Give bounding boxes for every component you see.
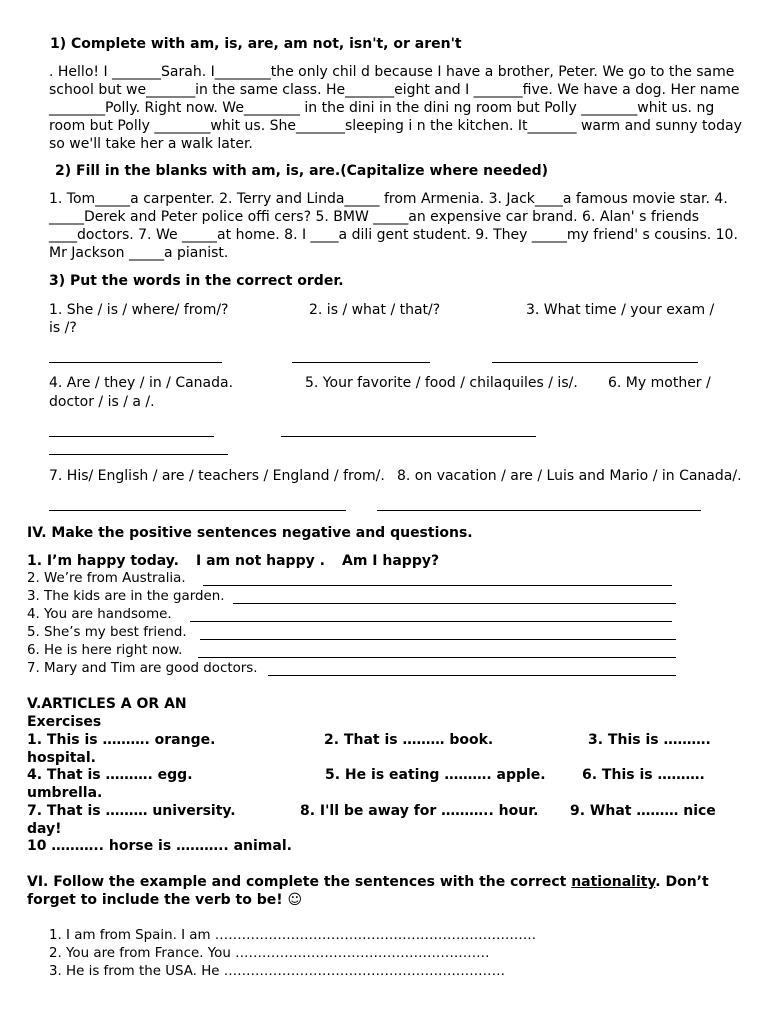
answer-line[interactable] xyxy=(200,639,676,640)
order-question-5: 5. Your favorite / food / chilaquiles / is/. xyxy=(305,375,578,391)
answer-line[interactable] xyxy=(203,585,672,586)
negative-item: 3. The kids are in the garden. xyxy=(27,589,225,604)
negative-item: 4. You are handsome. xyxy=(27,607,172,622)
article-item: 8. I'll be away for ……….. hour. xyxy=(300,803,539,819)
section-6-heading xyxy=(27,874,709,890)
section-1-line: so we'll take her a walk later. xyxy=(49,136,253,152)
order-question-7: 7. His/ English / are / teachers / England / from/. xyxy=(49,468,385,484)
section-1-heading: 1) Complete with am, is, are, am not, isn't, or aren't xyxy=(50,36,462,52)
article-item: 3. This is ………. xyxy=(588,732,711,748)
answer-line[interactable] xyxy=(190,621,672,622)
article-item: 4. That is ………. egg. xyxy=(27,767,193,783)
order-question-6-cont: doctor / is / a /. xyxy=(49,394,155,410)
order-question-2: 2. is / what / that/? xyxy=(309,302,441,318)
section-2-line: 1. Tom_____a carpenter. 2. Terry and Linda_____ from Armenia. 3. Jack____a famous movie star. 4. xyxy=(49,191,728,207)
article-item-cont: hospital. xyxy=(27,750,96,766)
answer-line[interactable] xyxy=(292,362,430,363)
order-question-6: 6. My mother / xyxy=(608,375,711,391)
section-4-heading: IV. Make the positive sentences negative and questions. xyxy=(27,525,473,541)
negative-item: 2. We’re from Australia. xyxy=(27,571,186,586)
section-1-line: school but we_______in the same class. He_______eight and I _______five. We have a dog. Her name xyxy=(49,82,740,98)
answer-line[interactable] xyxy=(198,657,676,658)
example-question: Am I happy? xyxy=(342,553,440,569)
section-5-heading: V.ARTICLES A OR AN xyxy=(27,696,187,712)
section-6-heading-text: VI. Follow the example and complete the sentences with the correct xyxy=(27,874,572,890)
article-item: 2. That is ……… book. xyxy=(324,732,494,748)
answer-line[interactable] xyxy=(233,603,676,604)
nationality-item: 2. You are from France. You ………………………………………………… xyxy=(49,946,490,961)
article-item: 6. This is ………. xyxy=(582,767,705,783)
answer-line[interactable] xyxy=(492,362,698,363)
section-3-heading: 3) Put the words in the correct order. xyxy=(49,273,344,289)
section-2-line: _____Derek and Peter police offi cers? 5. BMW _____an expensive car brand. 6. Alan' s friends xyxy=(49,209,700,225)
answer-line[interactable] xyxy=(281,436,536,437)
answer-line[interactable] xyxy=(268,675,676,676)
order-question-8: 8. on vacation / are / Luis and Mario / in Canada/. xyxy=(397,468,742,484)
answer-line[interactable] xyxy=(49,436,214,437)
answer-line[interactable] xyxy=(377,510,701,511)
section-2-line: ____doctors. 7. We _____at home. 8. I ____a dili gent student. 9. They _____my friend' s cousins. 10. xyxy=(49,227,738,243)
answer-line[interactable] xyxy=(49,362,222,363)
article-item-cont: umbrella. xyxy=(27,785,103,801)
example-sentence: 1. I’m happy today. xyxy=(27,553,179,569)
nationality-item: 3. He is from the USA. He ……………………………………………………… xyxy=(49,964,505,979)
article-item: 10 ……….. horse is ……….. animal. xyxy=(27,838,292,854)
section-2-heading: 2) Fill in the blanks with am, is, are.(Capitalize where needed) xyxy=(55,163,549,179)
example-negative: I am not happy . xyxy=(196,553,325,569)
article-item: 9. What ……… nice xyxy=(570,803,716,819)
section-6-heading-end: . Don’t xyxy=(655,874,709,890)
section-5-subheading: Exercises xyxy=(27,714,102,730)
section-1-line: . Hello! I _______Sarah. I________the only chil d because I have a brother, Peter. We go to the same xyxy=(49,64,735,80)
nationality-item: 1. I am from Spain. I am ……………………………………………………………… xyxy=(49,928,537,943)
article-item: 7. That is ……… university. xyxy=(27,803,236,819)
section-6-heading-line2: forget to include the verb to be! ☺ xyxy=(27,892,303,908)
order-question-3: 3. What time / your exam / xyxy=(526,302,715,318)
section-1-line: room but Polly ________whit us. She_______sleeping i n the kitchen. It_______ warm and sunny today xyxy=(49,118,742,134)
answer-line[interactable] xyxy=(49,454,228,455)
order-question-4: 4. Are / they / in / Canada. xyxy=(49,375,234,391)
article-item: 5. He is eating ………. apple. xyxy=(325,767,546,783)
order-question-3-cont: is /? xyxy=(49,320,77,336)
order-question-1: 1. She / is / where/ from/? xyxy=(49,302,229,318)
article-item: 1. This is ………. orange. xyxy=(27,732,216,748)
negative-item: 6. He is here right now. xyxy=(27,643,183,658)
negative-item: 7. Mary and Tim are good doctors. xyxy=(27,661,258,676)
nationality-word: nationality xyxy=(571,874,656,890)
negative-item: 5. She’s my best friend. xyxy=(27,625,187,640)
answer-line[interactable] xyxy=(49,510,346,511)
article-item-cont: day! xyxy=(27,821,62,837)
section-1-line: ________Polly. Right now. We________ in the dini in the dini ng room but Polly ________whit us. ng xyxy=(49,100,715,116)
section-2-line: Mr Jackson _____a pianist. xyxy=(49,245,229,261)
